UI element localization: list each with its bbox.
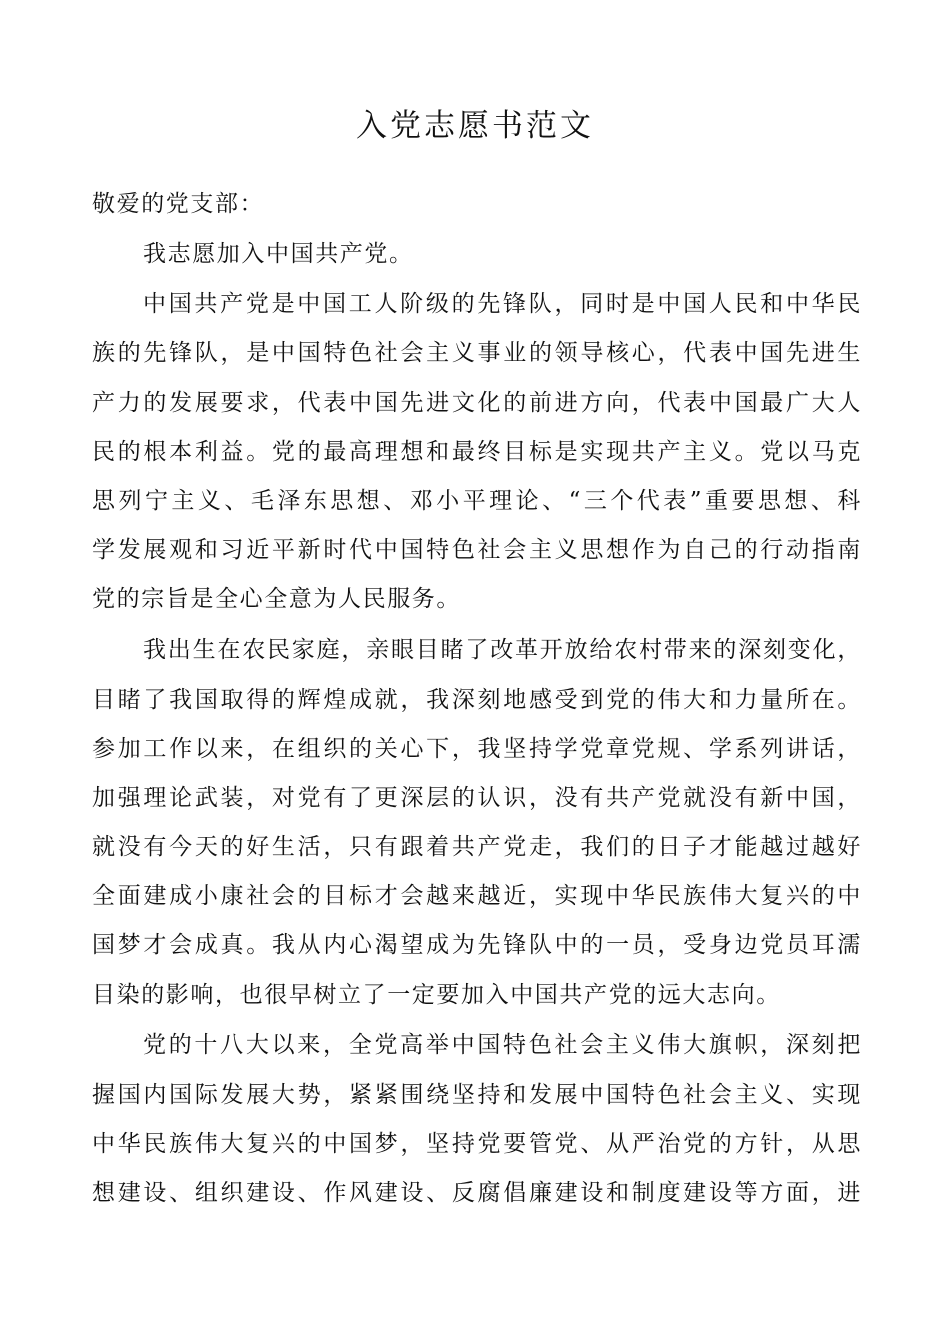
document-title: 入党志愿书范文 [356,108,594,144]
paragraph-line: 思列宁主义、毛泽东思想、邓小平理论、“三个代表”重要思想、科 [92,488,862,514]
paragraph-line: 全面建成小康社会的目标才会越来越近，实现中华民族伟大复兴的中 [92,883,862,909]
paragraph-line: 国梦才会成真。我从内心渴望成为先锋队中的一员，受身边党员耳濡 [92,932,862,958]
paragraph-line: 参加工作以来，在组织的关心下，我坚持学党章党规、学系列讲话， [92,736,862,762]
paragraph-line: 握国内国际发展大势，紧紧围绕坚持和发展中国特色社会主义、实现 [92,1082,862,1108]
paragraph-line: 中华民族伟大复兴的中国梦，坚持党要管党、从严治党的方针，从思 [92,1131,862,1157]
paragraph-line: 就没有今天的好生活，只有跟着共产党走，我们的日子才能越过越好 [92,834,862,860]
paragraph-line: 加强理论武装，对党有了更深层的认识，没有共产党就没有新中国， [92,785,862,811]
paragraph-line: 我志愿加入中国共产党。 [143,241,414,267]
paragraph-line: 产力的发展要求，代表中国先进文化的前进方向，代表中国最广大人 [92,390,862,416]
paragraph-line: 族的先锋队，是中国特色社会主义事业的领导核心，代表中国先进生 [92,340,862,366]
paragraph-line: 目睹了我国取得的辉煌成就，我深刻地感受到党的伟大和力量所在。 [92,687,862,713]
paragraph-line: 民的根本利益。党的最高理想和最终目标是实现共产主义。党以马克 [92,439,862,465]
salutation: 敬爱的党支部： [92,191,265,217]
paragraph-line: 想建设、组织建设、作风建设、反腐倡廉建设和制度建设等方面，进 [92,1180,862,1206]
paragraph-line: 党的十八大以来，全党高举中国特色社会主义伟大旗帜，深刻把 [143,1032,862,1058]
paragraph-line: 学发展观和习近平新时代中国特色社会主义思想作为自己的行动指南 [92,537,862,563]
paragraph-line: 党的宗旨是全心全意为人民服务。 [92,586,461,612]
paragraph-line: 中国共产党是中国工人阶级的先锋队，同时是中国人民和中华民 [143,291,862,317]
paragraph-line: 我出生在农民家庭，亲眼目睹了改革开放给农村带来的深刻变化， [143,637,862,663]
paragraph-line: 目染的影响，也很早树立了一定要加入中国共产党的远大志向。 [92,982,781,1008]
